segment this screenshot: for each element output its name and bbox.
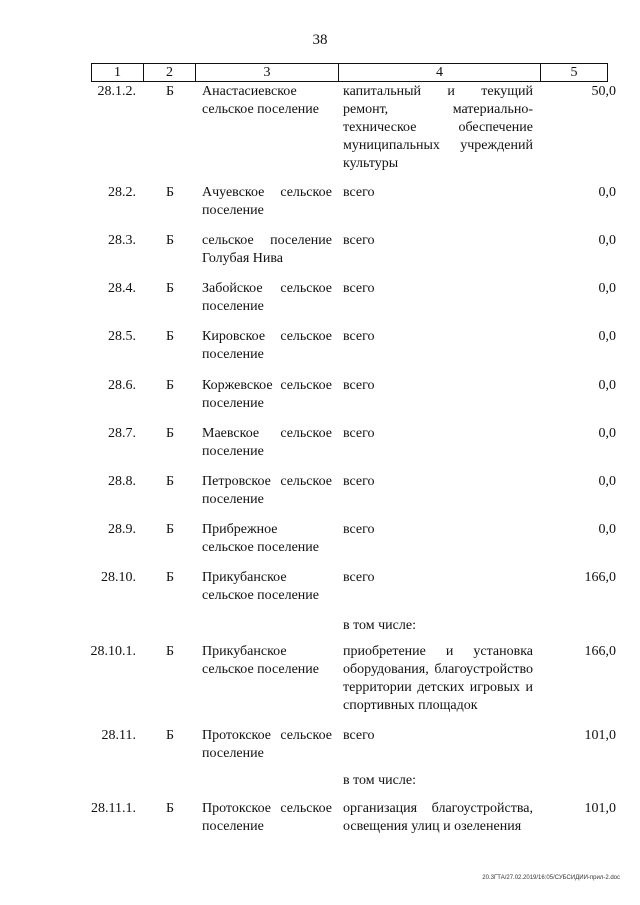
- row-category: Б: [165, 522, 175, 537]
- row-value: 0,0: [598, 522, 616, 537]
- row-number: 28.10.1.: [90, 644, 136, 659]
- row-description: всего: [343, 233, 375, 248]
- row-number: 28.4.: [108, 281, 136, 296]
- row-settlement: Ачуевское сельское поселение: [202, 185, 332, 218]
- row-category: Б: [165, 281, 175, 296]
- row-category: Б: [165, 801, 175, 816]
- row-settlement: Кировское сельское поселение: [202, 329, 332, 362]
- row-number: 28.7.: [108, 426, 136, 441]
- row-description: всего: [343, 329, 375, 344]
- row-description: всего: [343, 378, 375, 393]
- row-description: всего: [343, 474, 375, 489]
- row-number: 28.11.1.: [91, 801, 136, 816]
- row-category: Б: [165, 644, 175, 659]
- row-number: 28.11.: [101, 728, 136, 743]
- row-settlement: Анастасиевское сельское поселение: [202, 84, 319, 117]
- row-number: 28.8.: [108, 474, 136, 489]
- row-settlement: сельское поселение Голубая Нива: [202, 233, 332, 266]
- row-settlement: Маевское сельское поселение: [202, 426, 332, 459]
- row-value: 0,0: [598, 281, 616, 296]
- row-description: всего: [343, 570, 375, 585]
- row-value: 101,0: [584, 728, 616, 743]
- row-value: 0,0: [598, 185, 616, 200]
- row-description: всего: [343, 281, 375, 296]
- row-category: Б: [165, 570, 175, 585]
- subheading: в том числе:: [343, 618, 416, 633]
- row-number: 28.5.: [108, 329, 136, 344]
- row-description: всего: [343, 522, 375, 537]
- row-description: всего: [343, 426, 375, 441]
- row-description: всего: [343, 185, 375, 200]
- table-header: [91, 63, 608, 82]
- row-category: Б: [165, 378, 175, 393]
- row-value: 0,0: [598, 378, 616, 393]
- row-category: Б: [165, 426, 175, 441]
- header-col-5: 5: [570, 65, 578, 80]
- row-value: 101,0: [584, 801, 616, 816]
- row-value: 0,0: [598, 233, 616, 248]
- row-description: капитальный и текущий ремонт, материально-техническое обеспечение муниципальных учреждений культуры: [343, 84, 533, 171]
- row-description: приобретение и установка оборудования, благоустройство территории детских игровых и спортивных площадок: [343, 644, 533, 713]
- header-col-1: 1: [92, 64, 144, 81]
- row-description: организация благоустройства, освещения улиц и озеленения: [343, 801, 533, 834]
- document-footer: 20.3ГТА/27.02.2019/16:05/СУБСИДИИ-прил-2.doc: [482, 875, 620, 881]
- row-category: Б: [165, 329, 175, 344]
- row-settlement: Забойское сельское поселение: [202, 281, 332, 314]
- header-col-2: 2: [144, 64, 196, 81]
- row-settlement: Петровское сельское поселение: [202, 474, 332, 507]
- row-value: 166,0: [584, 644, 616, 659]
- row-category: Б: [165, 185, 175, 200]
- row-value: 50,0: [591, 84, 616, 99]
- row-settlement: Прикубанское сельское поселение: [202, 570, 319, 603]
- row-number: 28.1.2.: [97, 84, 136, 99]
- row-value: 166,0: [584, 570, 616, 585]
- row-number: 28.2.: [108, 185, 136, 200]
- row-settlement: Протокское сельское поселение: [202, 728, 332, 761]
- subheading: в том числе:: [343, 773, 416, 788]
- row-value: 0,0: [598, 426, 616, 441]
- page-number: 38: [312, 32, 328, 48]
- row-category: Б: [165, 728, 175, 743]
- row-category: Б: [165, 233, 175, 248]
- row-number: 28.9.: [108, 522, 136, 537]
- row-number: 28.10.: [101, 570, 136, 585]
- row-value: 0,0: [598, 329, 616, 344]
- row-settlement: Коржевское сельское поселение: [202, 378, 332, 411]
- header-col-3: 3: [196, 64, 339, 81]
- row-number: 28.6.: [108, 378, 136, 393]
- header-col-4: 4: [339, 64, 541, 81]
- row-category: Б: [165, 84, 175, 99]
- row-description: всего: [343, 728, 375, 743]
- row-value: 0,0: [598, 474, 616, 489]
- row-category: Б: [165, 474, 175, 489]
- row-number: 28.3.: [108, 233, 136, 248]
- row-settlement: Прикубанское сельское поселение: [202, 644, 319, 677]
- row-settlement: Прибрежное сельское поселение: [202, 522, 319, 555]
- row-settlement: Протокское сельское поселение: [202, 801, 332, 834]
